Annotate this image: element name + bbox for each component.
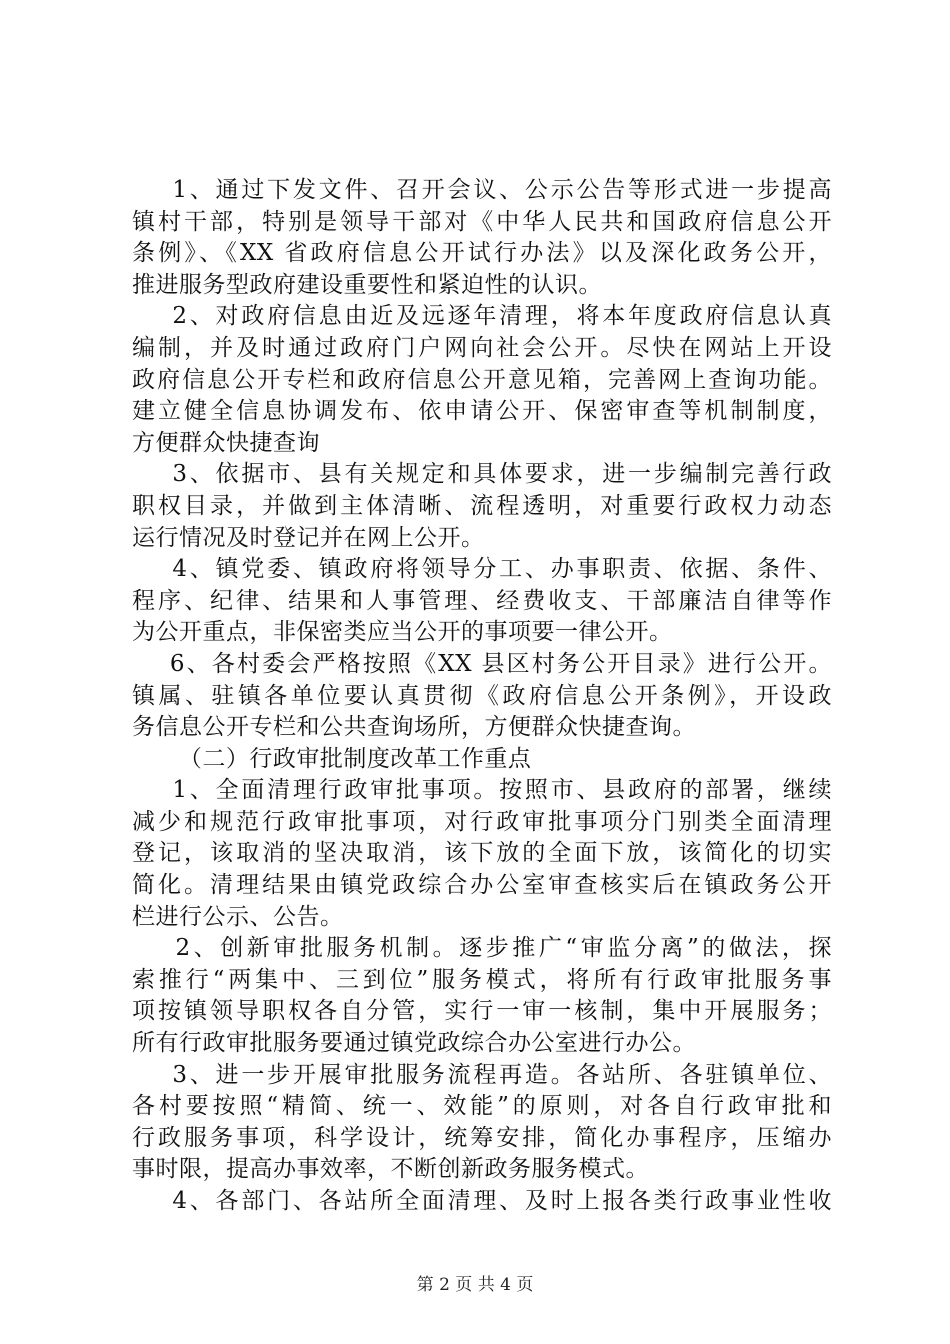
text-line: 行政服务事项，科学设计，统筹安排，简化办事程序，压缩办 — [132, 1124, 832, 1151]
text-line: 3、依据市、县有关规定和具体要求，进一步编制完善行政 — [132, 461, 832, 488]
page-footer: 第 2 页 共 4 页 — [416, 1275, 534, 1295]
document-body — [132, 175, 832, 1218]
text-line: 条例》、《XX 省政府信息公开试行办法》以及深化政务公开， — [132, 240, 832, 267]
text-line: 简化。清理结果由镇党政综合办公室审查核实后在镇政务公开 — [132, 872, 832, 899]
text-line: 4、各部门、各站所全面清理、及时上报各类行政事业性收 — [132, 1188, 832, 1214]
text-line: 建立健全信息协调发布、依申请公开、保密审查等机制制度， — [132, 398, 832, 425]
text-line: （二）行政审批制度改革工作重点 — [132, 745, 532, 772]
text-line: 4、镇党委、镇政府将领导分工、办事职责、依据、条件、 — [132, 556, 832, 583]
text-line: 索推行“两集中、三到位”服务模式，将所有行政审批服务事 — [132, 966, 832, 993]
text-line: 程序、纪律、结果和人事管理、经费收支、干部廉洁自律等作 — [132, 587, 832, 614]
text-line: 运行情况及时登记并在网上公开。 — [132, 524, 485, 551]
text-line: 1、全面清理行政审批事项。按照市、县政府的部署，继续 — [132, 777, 832, 804]
text-line: 方便群众快捷查询 — [132, 429, 320, 456]
text-line: 务信息公开专栏和公共查询场所，方便群众快捷查询。 — [132, 714, 696, 741]
text-line: 登记，该取消的坚决取消，该下放的全面下放，该简化的切实 — [132, 840, 832, 867]
text-line: 职权目录，并做到主体清晰、流程透明，对重要行政权力动态 — [132, 492, 832, 519]
text-line: 3、进一步开展审批服务流程再造。各站所、各驻镇单位、 — [132, 1061, 832, 1088]
text-line: 栏进行公示、公告。 — [132, 903, 344, 930]
text-line: 编制，并及时通过政府门户网向社会公开。尽快在网站上开设 — [132, 334, 832, 361]
text-line: 政府信息公开专栏和政府信息公开意见箱，完善网上查询功能。 — [132, 366, 832, 393]
text-line: 减少和规范行政审批事项，对行政审批事项分门别类全面清理 — [132, 808, 832, 835]
text-line: 事时限，提高办事效率，不断创新政务服务模式。 — [132, 1156, 649, 1183]
text-line: 镇村干部，特别是领导干部对《中华人民共和国政府信息公开 — [132, 208, 832, 235]
text-line: 2、创新审批服务机制。逐步推广“审监分离”的做法，探 — [132, 935, 832, 962]
text-line: 各村要按照“精简、统一、效能”的原则，对各自行政审批和 — [132, 1093, 832, 1120]
text-line: 所有行政审批服务要通过镇党政综合办公室进行办公。 — [132, 1030, 696, 1057]
text-line: 为公开重点，非保密类应当公开的事项要一律公开。 — [132, 619, 673, 646]
text-line: 推进服务型政府建设重要性和紧迫性的认识。 — [132, 271, 602, 298]
text-line: 1、通过下发文件、召开会议、公示公告等形式进一步提高 — [132, 177, 832, 203]
text-line: 项按镇领导职权各自分管，实行一审一核制，集中开展服务； — [132, 998, 832, 1025]
text-line: 镇属、驻镇各单位要认真贯彻《政府信息公开条例》，开设政 — [132, 682, 832, 709]
text-line: 2、对政府信息由近及远逐年清理，将本年度政府信息认真 — [132, 303, 832, 330]
text-line: 6、各村委会严格按照《XX 县区村务公开目录》进行公开。 — [132, 650, 832, 677]
